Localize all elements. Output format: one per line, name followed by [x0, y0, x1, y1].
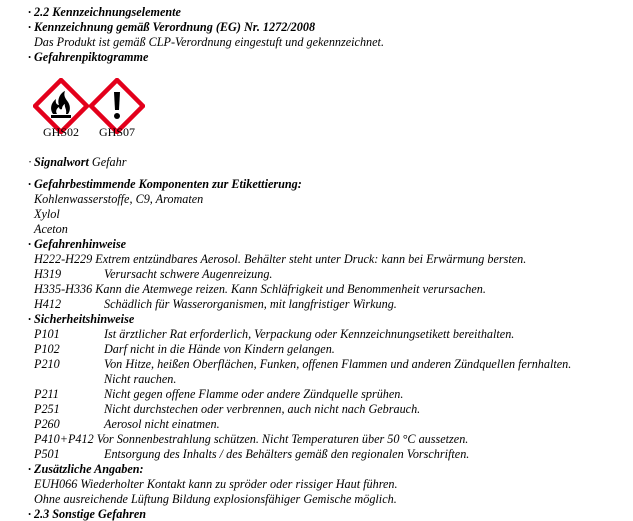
- component-item: Kohlenwasserstoffe, C9, Aromaten: [34, 192, 204, 206]
- hazard-statement: [34, 252, 526, 266]
- regulation-heading: Kennzeichnung gemäß Verordnung (EG) Nr. 1272/2008: [34, 20, 316, 34]
- component-item: Xylol: [34, 207, 60, 221]
- precaution-text: Vor Sonnenbestrahlung schützen. Nicht Temperaturen über 50 °C aussetzen.: [96, 432, 469, 446]
- components-heading: Gefahrbestimmende Komponenten zur Etikettierung:: [34, 177, 302, 191]
- component-item: Aceton: [34, 222, 68, 236]
- ghs02-label: GHS02: [42, 125, 79, 139]
- next-section-cutoff: 2.3 Sonstige Gefahren: [34, 507, 147, 521]
- precaution-code: P260: [34, 417, 60, 431]
- next-section-cutoff-row: · 2.3 Sonstige Gefahren: [28, 507, 147, 521]
- section-title-row: · 2.2 Kennzeichnungselemente: [28, 5, 181, 19]
- precaution-text: Von Hitze, heißen Oberflächen, Funken, offenen Flammen und anderen Zündquellen fernhalten.: [104, 357, 572, 371]
- components-heading-row: · Gefahrbestimmende Komponenten zur Etikettierung:: [28, 177, 302, 191]
- additional-heading-row: · Zusätzliche Angaben:: [28, 462, 144, 476]
- hazard-text: Kann die Atemwege reizen. Kann Schläfrigkeit und Benommenheit verursachen.: [95, 282, 486, 296]
- precaution-statement: [34, 327, 514, 341]
- section-title: 2.2 Kennzeichnungselemente: [34, 5, 181, 19]
- precaution-statement: [34, 417, 220, 431]
- hazard-text: Verursacht schwere Augenreizung.: [104, 267, 273, 281]
- precaution-code: P211: [34, 387, 59, 401]
- precaution-text: Ist ärztlicher Rat erforderlich, Verpackung oder Kennzeichnungsetikett bereithalten.: [104, 327, 515, 341]
- hazard-code: H412: [34, 297, 62, 311]
- hazard-statement: [34, 282, 486, 296]
- precaution-text: Aerosol nicht einatmen.: [104, 417, 220, 431]
- signal-word-value: Gefahr: [91, 155, 127, 169]
- hazard-text: Schädlich für Wasserorganismen, mit langfristiger Wirkung.: [104, 297, 397, 311]
- signal-word-label: Signalwort: [34, 155, 89, 169]
- precaution-code: P410+P412: [34, 432, 94, 446]
- precaution-code: P101: [34, 327, 60, 341]
- regulation-heading-row: · Kennzeichnung gemäß Verordnung (EG) Nr. 1272/2008: [28, 20, 316, 34]
- precaution-text: Nicht durchstechen oder verbrennen, auch nicht nach Gebrauch.: [104, 402, 421, 416]
- signal-word-row: · Signalwort Gefahr: [28, 155, 127, 169]
- hazard-text: Extrem entzündbares Aerosol. Behälter steht unter Druck: kann bei Erwärmung bersten.: [95, 252, 527, 266]
- regulation-text: Das Produkt ist gemäß CLP-Verordnung eingestuft und gekennzeichnet.: [34, 35, 384, 49]
- precaution-heading: Sicherheitshinweise: [34, 312, 135, 326]
- hazard-heading-row: · Gefahrenhinweise: [28, 237, 127, 251]
- ghs07-label: GHS07: [98, 125, 135, 139]
- precaution-statement: [34, 387, 403, 401]
- hazard-code: H335-H336: [34, 282, 93, 296]
- hazard-heading: Gefahrenhinweise: [34, 237, 127, 251]
- precaution-statement: [34, 402, 420, 416]
- precaution-code: P102: [34, 342, 60, 356]
- hazard-code: H222-H229: [34, 252, 93, 266]
- precaution-text: Nicht gegen offene Flamme oder andere Zündquelle sprühen.: [104, 387, 404, 401]
- precaution-statement: [34, 342, 335, 356]
- hazard-code: H319: [34, 267, 62, 281]
- additional-line: EUH066 Wiederholter Kontakt kann zu spröder oder rissiger Haut führen.: [34, 477, 398, 491]
- additional-heading: Zusätzliche Angaben:: [34, 462, 144, 476]
- additional-line: Ohne ausreichende Lüftung Bildung explosionsfähiger Gemische möglich.: [34, 492, 397, 506]
- precaution-code: P501: [34, 447, 60, 461]
- precaution-code: P210: [34, 357, 60, 371]
- pictograms-heading-row: · Gefahrenpiktogramme: [28, 50, 149, 64]
- precaution-code: P251: [34, 402, 60, 416]
- hazard-statement: [34, 267, 272, 281]
- precaution-continuation: Nicht rauchen.: [104, 372, 177, 386]
- pictograms-heading: Gefahrenpiktogramme: [34, 50, 149, 64]
- hazard-statement: [34, 297, 397, 311]
- precaution-heading-row: · Sicherheitshinweise: [28, 312, 135, 326]
- precaution-statement: [34, 432, 468, 446]
- precaution-statement: [34, 447, 469, 461]
- precaution-statement: [34, 357, 571, 371]
- precaution-text: Entsorgung des Inhalts / des Behälters gemäß den regionalen Vorschriften.: [104, 447, 470, 461]
- precaution-text: Darf nicht in die Hände von Kindern gelangen.: [104, 342, 335, 356]
